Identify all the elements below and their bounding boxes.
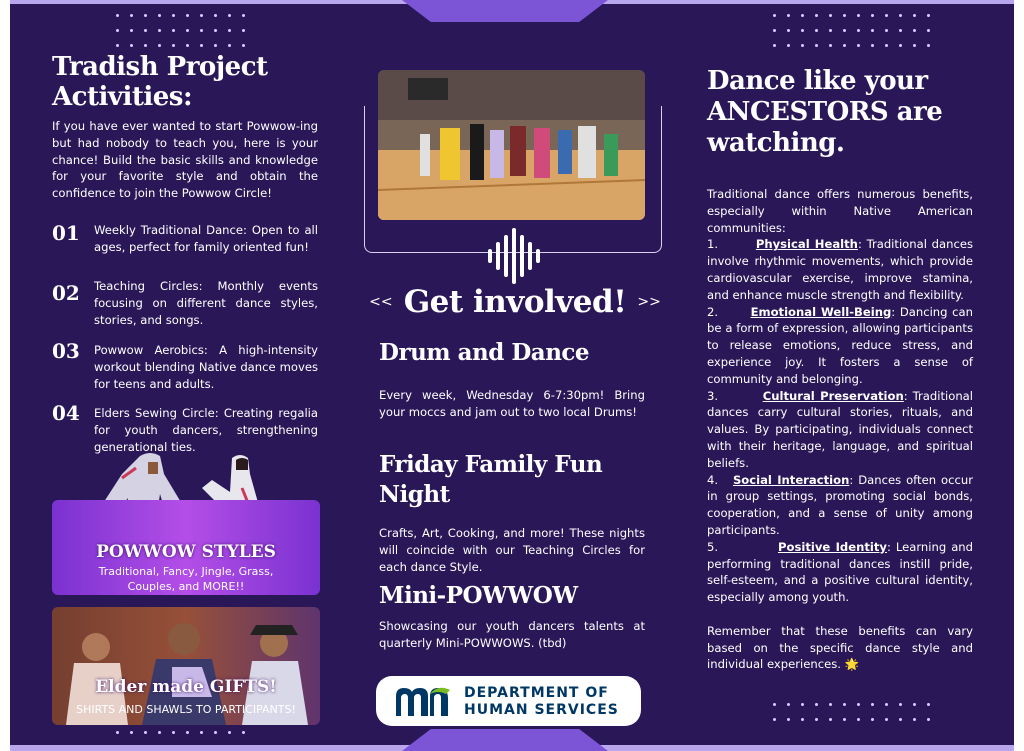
- powwow-styles-subtitle: Traditional, Fancy, Jingle, Grass, Couples, and MORE!!: [98, 565, 274, 593]
- logo-line-1: DEPARTMENT OF: [464, 685, 609, 701]
- right-arrows: >>: [637, 294, 661, 310]
- benefit-description: : Dancing can be a form of expression, allowing participants to release emotions, reduce stress, and experience joy. It fosters a sense of community and belonging.: [707, 304, 973, 386]
- benefits-intro: Traditional dance offers numerous benefits, especially within Native American communities:: [707, 187, 973, 235]
- benefit-item: [707, 304, 973, 388]
- section-heading: Drum and Dance: [379, 339, 590, 366]
- dot-pattern: [116, 731, 245, 734]
- benefit-description: : Learning and performing traditional dances instill pride, self-esteem, and a positive cultural identity, especially among youth.: [707, 539, 974, 605]
- elder-gifts-card: [52, 607, 320, 725]
- elder-gifts-title: Elder made GIFTS!: [95, 677, 277, 697]
- benefit-item: [707, 539, 973, 606]
- section-text: Crafts, Art, Cooking, and more! These nights will coincide with our Teaching Circles for each dance Style.: [379, 526, 645, 574]
- dot-pattern: [773, 703, 930, 721]
- activity-number: 03: [52, 339, 80, 363]
- left-panel-intro: If you have ever wanted to start Powwow-ing but had nobody to teach you, here is your chance! Build the basic skills and knowledge for your favorite style and obtain the confidence to join the Powwow Circle!: [52, 119, 318, 201]
- top-center-tab: [402, 0, 608, 22]
- benefits-closing: [707, 623, 973, 673]
- activity-number: 02: [52, 281, 80, 305]
- benefit-number: 3.: [707, 388, 719, 403]
- bottom-center-tab: [402, 729, 608, 751]
- dot-pattern: [116, 14, 245, 47]
- benefit-description: : Traditional dances involve rhythmic movements, which provide cardiovascular exercise, improve stamina, and enhance muscle strength and flexibility.: [707, 237, 974, 302]
- get-involved-heading: Get involved!: [403, 284, 627, 320]
- powwow-styles-title: POWWOW STYLES: [96, 542, 276, 562]
- sound-wave-icon: [488, 228, 540, 284]
- minnesota-mn-logo-icon: [394, 684, 454, 718]
- right-panel-title: Dance like your ANCESTORS are watching.: [707, 66, 943, 158]
- benefit-number: 2.: [707, 304, 719, 319]
- benefit-label: Cultural Preservation: [762, 388, 904, 403]
- section-heading: Mini-POWWOW: [379, 582, 578, 609]
- benefit-item: [707, 388, 973, 472]
- activity-number: 01: [52, 221, 80, 245]
- activity-item: Teaching Circles: Monthly events focusing on different dance styles, stories, and songs.: [94, 279, 318, 327]
- closing-text: Remember that these benefits can vary based on the specific dance style and individual experiences.: [707, 623, 973, 672]
- benefit-description: : Traditional dances carry cultural stories, rituals, and values. By participating, individuals connect with their heritage, language, and spiritual beliefs.: [707, 388, 973, 470]
- activity-item: Weekly Traditional Dance: Open to all ages, perfect for family oriented fun!: [94, 223, 318, 254]
- benefits-text: [707, 186, 973, 673]
- dhs-logo: [376, 676, 641, 726]
- benefit-label: Positive Identity: [778, 539, 887, 554]
- benefit-number: 5.: [707, 539, 719, 554]
- benefit-description: : Dances often occur in group settings, promoting social bonds, cooperation, and a sense of unity among participants.: [707, 472, 973, 537]
- benefit-label: Social Interaction: [732, 472, 850, 487]
- benefit-number: 1.: [707, 237, 719, 252]
- powwow-styles-card: [52, 500, 320, 595]
- logo-line-2: HUMAN SERVICES: [464, 702, 619, 718]
- activity-number: 04: [52, 401, 80, 425]
- activity-item: Elders Sewing Circle: Creating regalia for youth dancers, strengthening generational ties.: [94, 406, 318, 454]
- benefit-item: [707, 472, 973, 539]
- section-text: Showcasing our youth dancers talents at quarterly Mini-POWWOWS. (tbd): [379, 619, 645, 650]
- left-panel-title: Tradish Project Activities:: [52, 52, 268, 112]
- star-emoji-icon: 🌟: [844, 657, 860, 672]
- benefit-item: [707, 236, 973, 303]
- left-arrows: <<: [369, 294, 393, 310]
- get-involved-banner: [366, 284, 664, 320]
- dancers-photo: [378, 70, 645, 220]
- section-heading: Friday Family Fun Night: [379, 451, 603, 508]
- benefit-label: Emotional Well-Being: [750, 304, 892, 319]
- elder-gifts-subtitle: SHIRTS AND SHAWLS TO PARTICIPANTS!: [76, 703, 296, 716]
- benefit-number: 4.: [707, 472, 719, 487]
- benefit-label: Physical Health: [755, 237, 858, 252]
- gymnasium-dance-scene: [378, 70, 645, 220]
- activity-item: Powwow Aerobics: A high-intensity workout blending Native dance moves for teens and adults.: [94, 343, 318, 391]
- dot-pattern: [773, 14, 930, 47]
- section-text: Every week, Wednesday 6-7:30pm! Bring your moccs and jam out to two local Drums!: [379, 388, 645, 419]
